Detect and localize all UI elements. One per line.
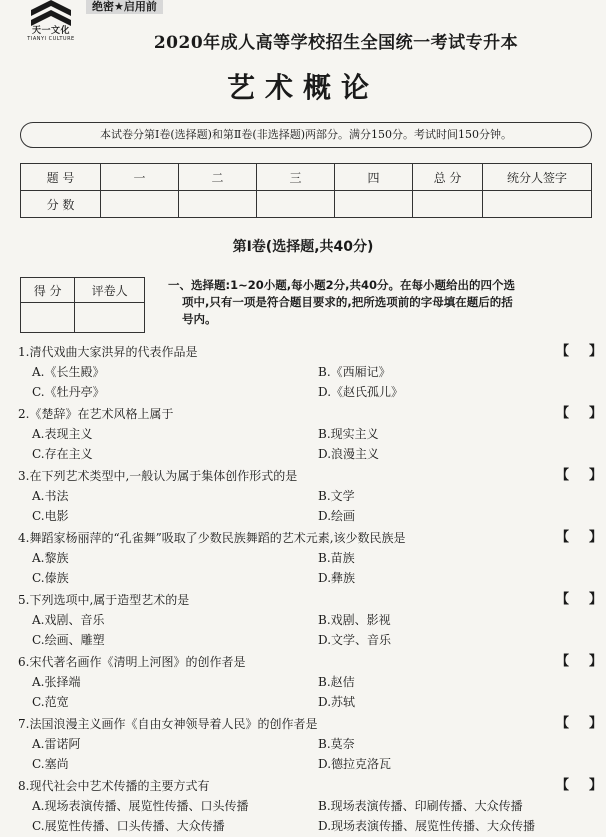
bracket-left: 【 [556,344,570,359]
score-table [20,163,592,218]
question-item [18,466,602,528]
score-cell [257,191,335,218]
question-stem: 7.法国浪漫主义画作《自由女神领导着人民》的创作者是 [18,717,318,731]
answer-bracket[interactable] [556,404,602,424]
score-cell [483,191,592,218]
option-d: D.绘画 [318,509,356,523]
option-c: C.绘画、雕塑 [32,633,105,647]
option-c: C.电影 [32,509,69,523]
grader-score-header: 得 分 [21,278,75,303]
bracket-left: 【 [556,716,570,731]
secret-label: 绝密★启用前 [86,0,163,14]
bracket-right: 】 [588,654,602,669]
bracket-left: 【 [556,406,570,421]
answer-bracket[interactable] [556,776,602,796]
answer-bracket[interactable] [556,466,602,486]
question-item [18,714,602,776]
score-table-score-row [21,191,592,218]
instruction-line: 号内。 [182,312,217,326]
bracket-right: 】 [588,530,602,545]
answer-bracket[interactable] [556,652,602,672]
question-item [18,404,602,466]
answer-bracket[interactable] [556,528,602,548]
option-d: D.现场表演传播、展览性传播、大众传播 [318,819,536,833]
bracket-right: 】 [588,406,602,421]
exam-notice: 本试卷分第Ⅰ卷(选择题)和第Ⅱ卷(非选择题)两部分。满分150分。考试时间150分钟。 [20,122,592,148]
option-c: C.展览性传播、口头传播、大众传播 [32,819,225,833]
option-b: B.戏剧、影视 [318,613,391,627]
question-stem: 6.宋代著名画作《清明上河图》的创作者是 [18,655,246,669]
score-cell [101,191,179,218]
grader-table [20,277,145,333]
question-item [18,652,602,714]
bracket-left: 【 [556,592,570,607]
section-instructions [168,277,598,328]
option-b: B.赵佶 [318,675,355,689]
score-header-cell: 二 [179,164,257,191]
question-stem: 4.舞蹈家杨丽萍的“孔雀舞”吸取了少数民族舞蹈的艺术元素,该少数民族是 [18,531,406,545]
option-c: C.《牡丹亭》 [32,385,105,399]
option-d: D.《赵氏孤儿》 [318,385,404,399]
option-c: C.塞尚 [32,757,69,771]
option-b: B.现实主义 [318,427,379,441]
publisher-logo [20,0,82,48]
question-item [18,342,602,404]
bracket-right: 】 [588,468,602,483]
question-stem: 1.清代戏曲大家洪昇的代表作品是 [18,345,198,359]
question-item [18,528,602,590]
score-header-cell: 统分人签字 [483,164,592,191]
option-d: D.彝族 [318,571,356,585]
question-item [18,590,602,652]
option-b: B.苗族 [318,551,355,565]
bracket-right: 】 [588,344,602,359]
bracket-left: 【 [556,778,570,793]
score-table-header-row [21,164,592,191]
question-item [18,776,602,837]
answer-bracket[interactable] [556,714,602,734]
answer-bracket[interactable] [556,342,602,362]
logo-name: 天一文化 [31,26,70,36]
grader-name-cell [75,303,145,333]
bracket-right: 】 [588,592,602,607]
option-b: B.现场表演传播、印刷传播、大众传播 [318,799,523,813]
chevron-logo-icon [31,0,71,26]
option-a: A.戏剧、音乐 [32,613,105,627]
score-cell [335,191,413,218]
score-header-cell: 三 [257,164,335,191]
question-stem: 2.《楚辞》在艺术风格上属于 [18,407,174,421]
option-d: D.苏轼 [318,695,356,709]
option-c: C.傣族 [32,571,69,585]
score-header-cell: 一 [101,164,179,191]
option-a: A.《长生殿》 [32,365,105,379]
logo-subtitle: TIANYI CULTURE [27,36,75,42]
score-header-cell: 题 号 [21,164,101,191]
option-c: C.存在主义 [32,447,93,461]
option-a: A.张择端 [32,675,81,689]
option-b: B.文学 [318,489,355,503]
option-a: A.黎族 [32,551,69,565]
score-cell [179,191,257,218]
option-b: B.《西厢记》 [318,365,391,379]
option-a: A.雷诺阿 [32,737,81,751]
grader-score-cell [21,303,75,333]
option-c: C.范宽 [32,695,69,709]
option-b: B.莫奈 [318,737,355,751]
bracket-left: 【 [556,530,570,545]
section-title: 第Ⅰ卷(选择题,共40分) [232,239,374,255]
option-a: A.表现主义 [32,427,93,441]
option-d: D.文学、音乐 [318,633,392,647]
exam-title: 2020年成人高等学校招生全国统一考试专升本 [153,33,519,53]
grader-name-header: 评卷人 [75,278,145,303]
question-list [18,342,602,837]
bracket-left: 【 [556,468,570,483]
bracket-left: 【 [556,654,570,669]
score-row-label: 分 数 [21,191,101,218]
score-cell [413,191,483,218]
option-a: A.现场表演传播、展览性传播、口头传播 [32,799,249,813]
option-d: D.浪漫主义 [318,447,380,461]
question-stem: 3.在下列艺术类型中,一般认为属于集体创作形式的是 [18,469,298,483]
instruction-line: 一、选择题:1~20小题,每小题2分,共40分。在每小题给出的四个选 [168,278,515,292]
option-a: A.书法 [32,489,69,503]
bracket-right: 】 [588,778,602,793]
score-header-cell: 四 [335,164,413,191]
option-d: D.德拉克洛瓦 [318,757,392,771]
question-stem: 8.现代社会中艺术传播的主要方式有 [18,779,210,793]
answer-bracket[interactable] [556,590,602,610]
score-header-cell: 总 分 [413,164,483,191]
bracket-right: 】 [588,716,602,731]
subject-title: 艺术概论 [226,71,379,104]
question-stem: 5.下列选项中,属于造型艺术的是 [18,593,190,607]
instruction-line: 项中,只有一项是符合题目要求的,把所选项前的字母填在题后的括 [182,295,513,309]
